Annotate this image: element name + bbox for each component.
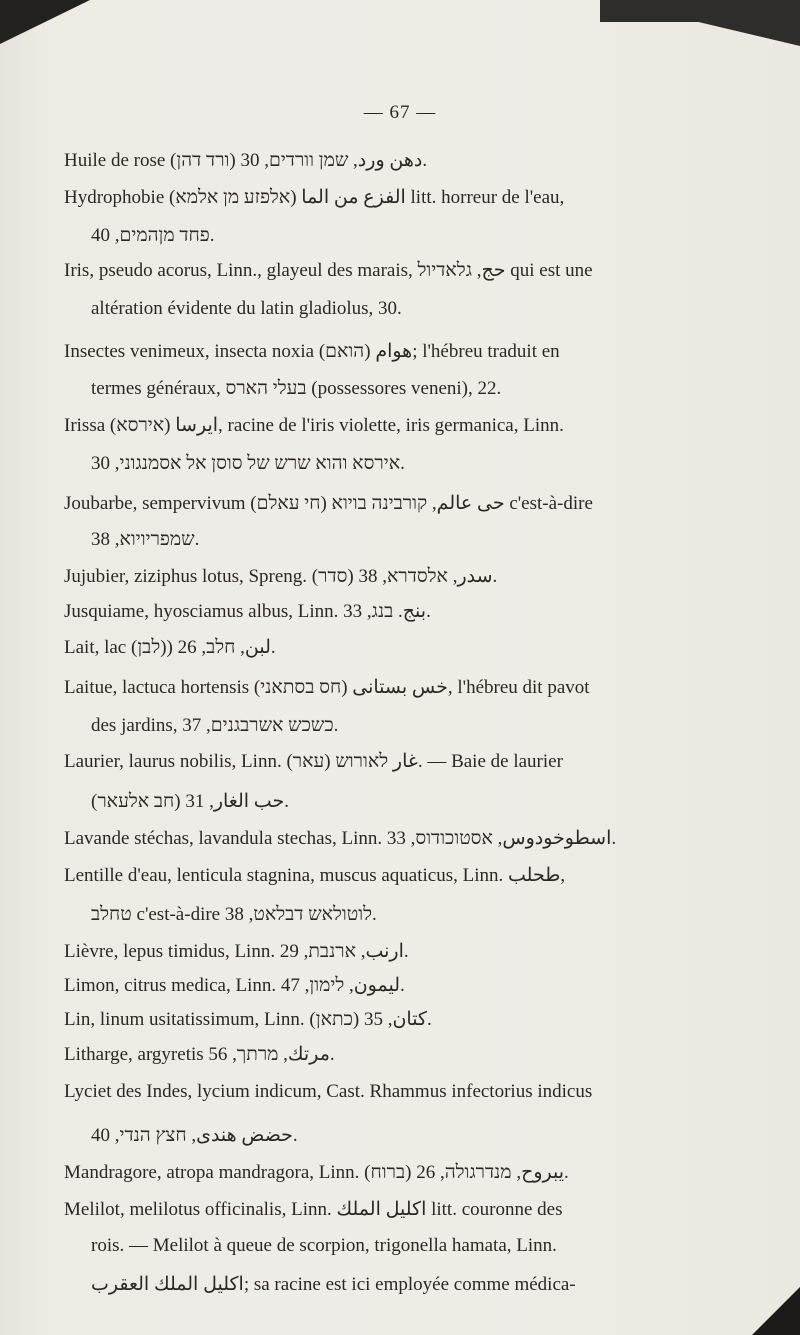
- scan-shadow-top-left: [0, 0, 90, 44]
- entry-line: Insectes venimeux, insecta noxia (הואם) هوام; l'hébreu traduit en: [64, 341, 560, 362]
- entry-line: Lin, linum usitatissimum, Linn. (כתאן) كتان, 35.: [64, 1009, 432, 1030]
- entry-line: Joubarbe, sempervivum (חי עאלם) حى عالم, קורבינה בויוא c'est-à-dire: [64, 493, 593, 514]
- scan-shadow-top-right: [600, 0, 800, 22]
- entry-line-continuation: אירסא והוא שרש של סוסן אל אסמנגוני, 30.: [91, 453, 405, 474]
- entry-line: Irissa (אירסא) ايرسا, racine de l'iris violette, iris germanica, Linn.: [64, 415, 564, 436]
- entry-line-continuation: (חב אלעאר) حب الغار, 31.: [91, 791, 289, 812]
- entry-line: Limon, citrus medica, Linn. ليمون, לימון, 47.: [64, 975, 405, 996]
- entry-line-continuation: des jardins, כשכש אשרבגנים, 37.: [91, 715, 339, 736]
- entry-line-continuation: حضض هندى, חצץ הנדי, 40.: [91, 1125, 298, 1146]
- entry-line: Lavande stéchas, lavandula stechas, Linn. اسطوخودوس, אסטוכודוס, 33.: [64, 828, 617, 849]
- scan-shadow-top-right-edge: [690, 20, 800, 46]
- entry-line-continuation: اكليل الملك العقرب; sa racine est ici employée comme médica-: [91, 1274, 576, 1295]
- entry-line: Litharge, argyretis مرتك, מרתך, 56.: [64, 1044, 335, 1065]
- entry-line: Lait, lac (לבן)) لبن, חלב, 26.: [64, 637, 276, 658]
- entry-line: Huile de rose (ורד דהן) دهن ورد, שמן וורדים, 30.: [64, 150, 428, 171]
- entry-line: Iris, pseudo acorus, Linn., glayeul des marais, حج, גלאדיול qui est une: [64, 260, 593, 281]
- entry-line: Lièvre, lepus timidus, Linn. ارنب, ארנבת, 29.: [64, 941, 409, 962]
- entry-line-continuation: שמפריויוא, 38.: [91, 529, 200, 550]
- page-number: — 67 —: [363, 102, 437, 123]
- entry-line-continuation: טחלב c'est-à-dire לוטולאש דבלאט, 38.: [91, 904, 377, 925]
- entry-line-continuation: altération évidente du latin gladiolus, 30.: [91, 298, 402, 319]
- entry-line: Laurier, laurus nobilis, Linn. (עאר) غار לאורוש. — Baie de laurier: [64, 751, 563, 772]
- entry-line: Melilot, melilotus officinalis, Linn. اكليل الملك litt. couronne des: [64, 1199, 563, 1220]
- entry-line: Lyciet des Indes, lycium indicum, Cast. Rhammus infectorius indicus: [64, 1081, 593, 1102]
- entry-line: Laitue, lactuca hortensis (חס בסתאני) خس بستانى, l'hébreu dit pavot: [64, 677, 590, 698]
- entry-line-continuation: rois. — Melilot à queue de scorpion, trigonella hamata, Linn.: [91, 1235, 557, 1256]
- entry-line: Mandragore, atropa mandragora, Linn. (ברוח) يبروح, מנדרגולה, 26.: [64, 1162, 569, 1183]
- scan-shadow-bottom-right: [752, 1287, 800, 1335]
- entry-line: Lentille d'eau, lenticula stagnina, muscus aquaticus, Linn. طحلب,: [64, 865, 566, 886]
- entry-line: Jujubier, ziziphus lotus, Spreng. (סדר) سدر, אלסדרא, 38.: [64, 566, 498, 587]
- entry-line-continuation: פחד מןהמים, 40.: [91, 225, 215, 246]
- entry-line: Jusquiame, hyosciamus albus, Linn. بنج. בנג, 33.: [64, 601, 431, 622]
- entry-line: Hydrophobie (אלפזע מן אלמא) الفزع من الما litt. horreur de l'eau,: [64, 187, 565, 208]
- entry-line-continuation: termes généraux, בעלי הארס (possessores veneni), 22.: [91, 378, 502, 399]
